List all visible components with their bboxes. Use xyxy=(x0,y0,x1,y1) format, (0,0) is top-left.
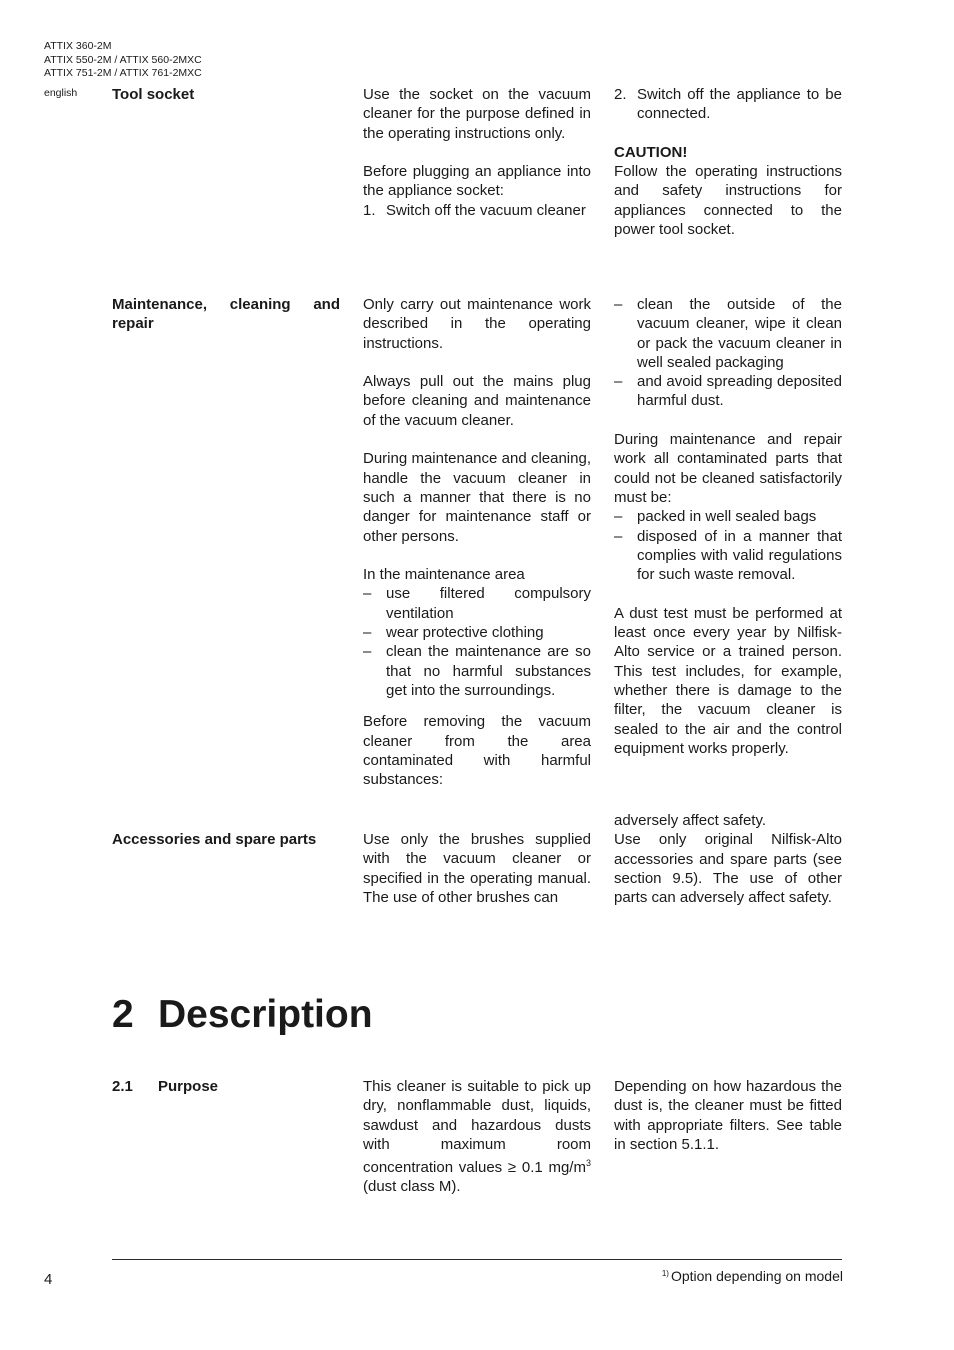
model-header xyxy=(44,40,202,81)
paragraph: adversely affect safety. xyxy=(614,812,767,829)
accessories-col2 xyxy=(614,811,842,907)
paragraph: Always pull out the mains plug before cleaning and maintenance of the vacuum cleaner. xyxy=(363,373,591,429)
language-label: english xyxy=(44,87,78,99)
footnote-text: Option depending on model xyxy=(670,1268,843,1284)
list-item: – use filtered compulsory ventilation xyxy=(363,585,591,622)
section-number: 2.1 xyxy=(112,1078,133,1095)
list-item: – packed in well sealed bags xyxy=(614,508,817,526)
paragraph: A dust test must be performed at least once every year by Nilfisk-Alto service or a trained person. This test includes, for example, whether there is damage to the filter, the vacuum cleaner is sealed to the air and the control equipment works properly. xyxy=(614,604,842,757)
paragraph: Before removing the vacuum cleaner from the area contaminated with harmful substances: xyxy=(363,713,591,789)
maintenance-heading: Maintenance, cleaning and repair xyxy=(112,296,340,333)
footnote-mark: 1) xyxy=(661,1269,669,1278)
maintenance-col2 xyxy=(614,295,842,758)
purpose-col1 xyxy=(363,1077,591,1197)
paragraph: Only carry out maintenance work described in the operating instructions. xyxy=(363,296,591,352)
list-item: – clean the outside of the vacuum cleaner, wipe it clean or pack the vacuum cleaner in well sealed packaging xyxy=(614,296,842,371)
list-item: – clean the maintenance are so that no harmful substances get into the surroundings. xyxy=(363,643,591,699)
list-item: 1. Switch off the vacuum cleaner xyxy=(363,201,586,219)
footnote xyxy=(662,1268,843,1284)
paragraph: This cleaner is suitable to pick up dry, nonflammable dust, liquids, sawdust and hazardous dusts with maximum room concentration values ≥ 0.1 $mg/m^3$ (dust class M). xyxy=(363,1078,591,1196)
footer-rule xyxy=(112,1259,842,1260)
paragraph: Use the socket on the vacuum cleaner for the purpose defined in the operating instructions only. xyxy=(363,86,591,142)
caution-title: CAUTION! xyxy=(614,143,688,161)
superscript: 3 xyxy=(585,1158,591,1169)
list-item: – and avoid spreading deposited harmful dust. xyxy=(614,373,842,410)
chapter-name: Description xyxy=(158,993,373,1036)
paragraph: Use only original Nilfisk-Alto accessories and spare parts (see section 9.5). The use of other parts can adversely affect safety. xyxy=(614,831,842,907)
model-line: ATTIX 360-2M xyxy=(44,40,112,52)
section-name: Purpose xyxy=(158,1078,219,1095)
paragraph: Depending on how hazardous the dust is, the cleaner must be fitted with appropriate filters. See table in section 5.1.1. xyxy=(614,1078,842,1153)
chapter-number: 2 xyxy=(112,993,134,1036)
model-line: ATTIX 550-2M / ATTIX 560-2MXC xyxy=(44,53,202,66)
chapter-title xyxy=(112,993,373,1037)
tool-socket-col1 xyxy=(363,85,591,220)
tool-socket-col2 xyxy=(614,85,842,239)
page-number: 4 xyxy=(44,1271,53,1288)
purpose-col2 xyxy=(614,1077,842,1154)
list-item: – wear protective clothing xyxy=(363,624,544,642)
maintenance-col1 xyxy=(363,295,591,789)
accessories-col1 xyxy=(363,830,591,907)
tool-socket-heading: Tool socket xyxy=(112,86,195,103)
paragraph: Before plugging an appliance into the appliance socket: xyxy=(363,163,591,200)
caution-text: Follow the operating instructions and safety instructions for appliances connected to the power tool socket. xyxy=(614,163,842,239)
paragraph: In the maintenance area xyxy=(363,566,525,584)
paragraph: Use only the brushes supplied with the vacuum cleaner or specified in the operating manual. The use of other brushes can xyxy=(363,831,591,906)
accessories-heading: Accessories and spare parts xyxy=(112,831,317,848)
paragraph: During maintenance and cleaning, handle the vacuum cleaner in such a manner that there is no danger for maintenance staff or other persons. xyxy=(363,450,591,545)
paragraph: During maintenance and repair work all contaminated parts that could not be cleaned satisfactorily must be: xyxy=(614,431,842,506)
list-item: – disposed of in a manner that complies with valid regulations for such waste removal. xyxy=(614,527,842,584)
list-item: 2. Switch off the appliance to be connected. xyxy=(614,86,842,123)
section-heading xyxy=(112,1077,218,1096)
model-line: ATTIX 751-2M / ATTIX 761-2MXC xyxy=(44,67,202,79)
